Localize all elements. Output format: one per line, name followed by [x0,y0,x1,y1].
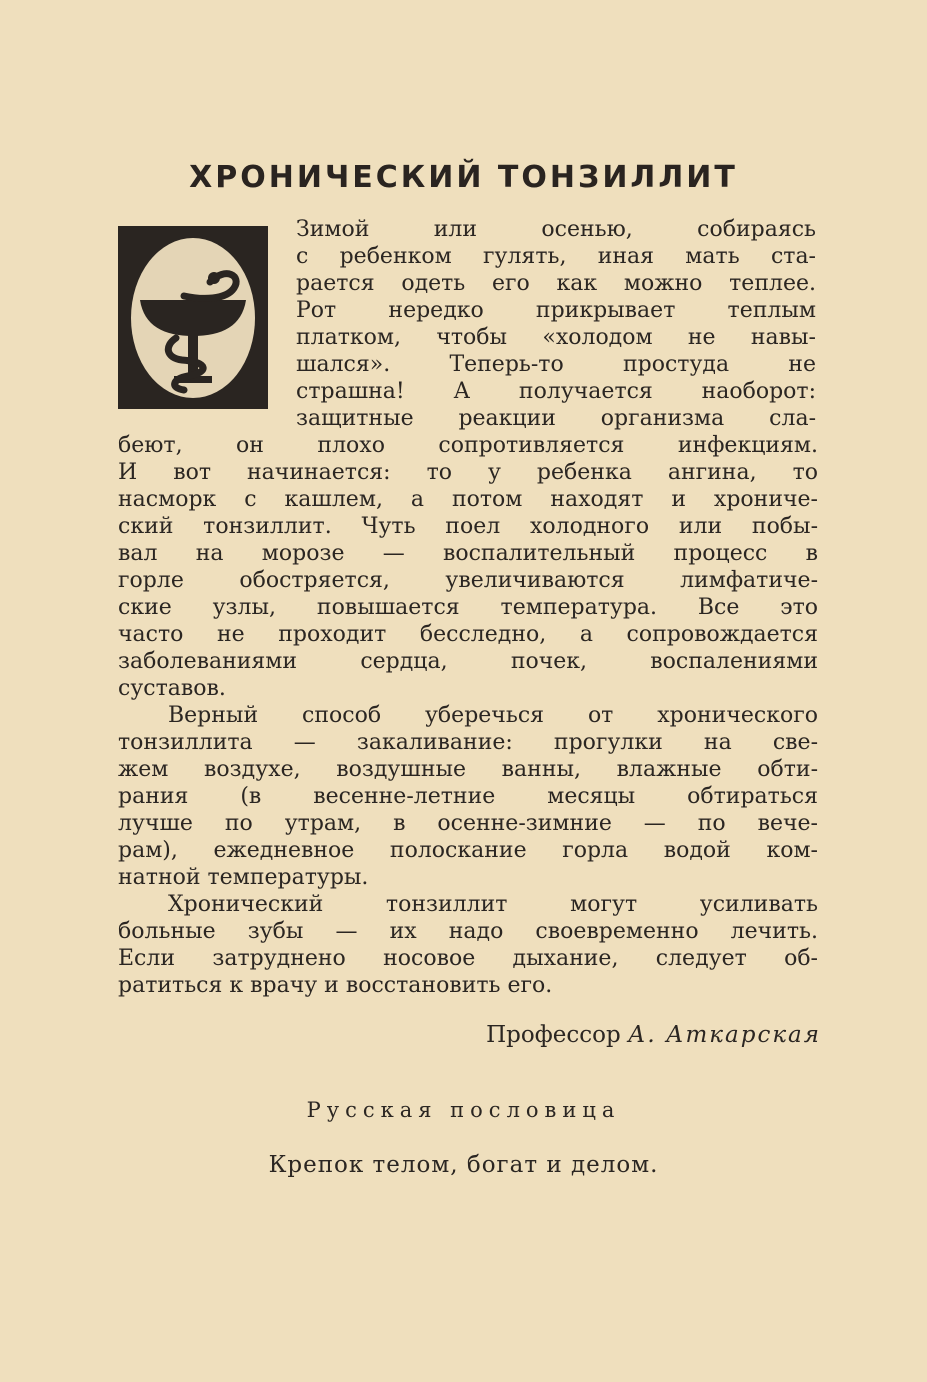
proverb-text: Крепок телом, богат и делом. [268,1152,659,1178]
text-line: с ребенком гулять, иная мать ста- [296,244,816,269]
text-line: Зимой или осенью, собираясь [296,217,816,242]
text-line: жем воздухе, воздушные ванны, влажные обти- [118,757,818,782]
text-line: беют, он плохо сопротивляется инфекциям. [118,433,818,458]
text-line: ратиться к врачу и восстановить его. [118,973,553,998]
text-line: тонзиллита — закаливание: прогулки на све- [118,730,818,755]
article-title: ХРОНИЧЕСКИЙ ТОНЗИЛЛИТ [189,160,738,195]
text-line: шался». Теперь-то простуда не [296,352,816,377]
text-line: насморк с кашлем, а потом находят и хрониче- [118,487,818,512]
author-signature [486,1022,821,1048]
bowl-of-hygieia-icon [118,226,268,409]
text-line: рается одеть его как можно теплее. [296,271,816,296]
text-line: И вот начинается: то у ребенка ангина, то [118,460,818,485]
text-line: ские узлы, повышается температура. Все это [118,595,818,620]
paragraph-2-first-line: Верный способ уберечься от хронического [168,703,818,728]
paragraph-1-narrow [296,216,816,432]
text-line: больные зубы — их надо своевременно лечить. [118,919,818,944]
text-line: заболеваниями сердца, почек, воспалениями [118,649,818,674]
text-line: суставов. [118,676,226,701]
text-line: натной температуры. [118,865,369,890]
text-line: Если затруднено носовое дыхание, следует об- [118,946,818,971]
text-line: горле обостряется, увеличиваются лимфатиче- [118,568,818,593]
text-line: платком, чтобы «холодом не навы- [296,325,816,350]
proverb-title: Русская пословица [306,1098,621,1122]
text-line: защитные реакции организма сла- [296,406,816,431]
text-line: часто не проходит бесследно, а сопровождается [118,622,818,647]
text-line: Рот нередко прикрывает теплым [296,298,816,323]
article-body-wide [118,432,818,999]
text-line: ский тонзиллит. Чуть поел холодного или побы- [118,514,818,539]
text-line: лучше по утрам, в осенне-зимние — по вече- [118,811,818,836]
author-name: А. Аткарская [628,1022,821,1048]
text-line: страшна! А получается наоборот: [296,379,816,404]
text-line: рания (в весенне-летние месяцы обтираться [118,784,818,809]
author-role: Профессор [486,1022,621,1048]
text-line: вал на морозе — воспалительный процесс в [118,541,818,566]
paragraph-3-first-line: Хронический тонзиллит могут усиливать [168,892,818,917]
text-line: рам), ежедневное полоскание горла водой ком- [118,838,818,863]
